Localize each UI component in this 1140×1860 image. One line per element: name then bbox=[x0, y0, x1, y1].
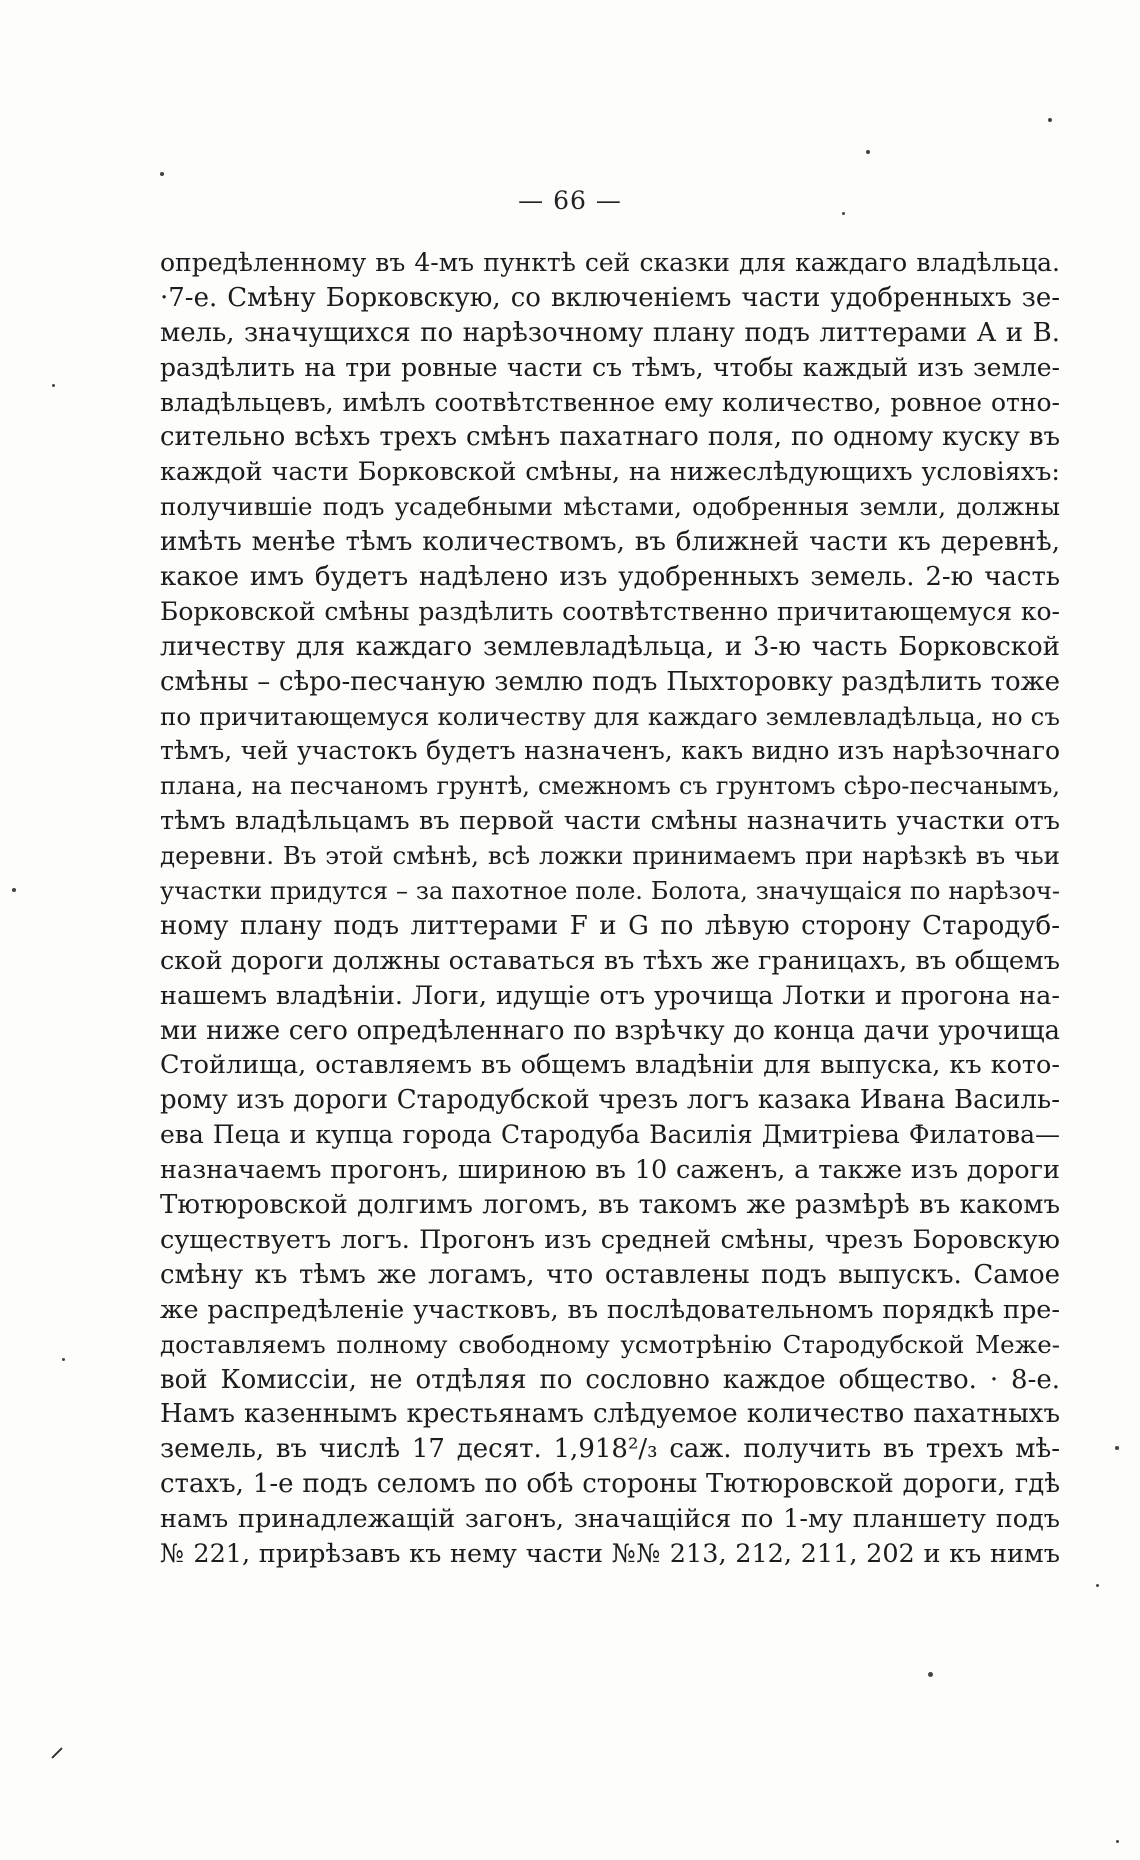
text-line: стахъ, 1-е подъ селомъ по обѣ стороны Тютюровской дороги, гдѣ bbox=[160, 1469, 1060, 1500]
scan-speck bbox=[1096, 1584, 1099, 1587]
scan-mark bbox=[51, 1747, 62, 1758]
text-line: нашемъ владѣніи. Логи, идущіе отъ урочища Лотки и прогона на- bbox=[160, 980, 1060, 1011]
text-line: земель, въ числѣ 17 десят. 1,918²/₃ саж. получить въ трехъ мѣ- bbox=[160, 1434, 1060, 1465]
scan-speck bbox=[842, 212, 845, 215]
page-number: — 66 — bbox=[518, 186, 622, 215]
text-line: плана, на песчаномъ грунтѣ, смежномъ съ грунтомъ сѣро-песчанымъ, bbox=[160, 772, 1060, 801]
scan-speck bbox=[12, 888, 16, 892]
scan-speck bbox=[1115, 1446, 1119, 1450]
text-line: сительно всѣхъ трехъ смѣнъ пахатнаго поля, по одному куску въ bbox=[160, 422, 1060, 453]
text-line: доставляемъ полному свободному усмотрѣнію Стародубской Меже- bbox=[160, 1329, 1060, 1359]
text-line: мель, значущихся по нарѣзочному плану подъ литтерами А и В. bbox=[160, 317, 1060, 348]
scan-speck bbox=[928, 1672, 933, 1677]
text-line: ·7-е. Смѣну Борковскую, со включеніемъ части удобренныхъ зе- bbox=[160, 282, 1060, 313]
body-text bbox=[160, 246, 1060, 1572]
text-line: № 221, прирѣзавъ къ нему части №№ 213, 212, 211, 202 и къ нимъ bbox=[160, 1538, 1060, 1569]
text-line: тѣмъ владѣльцамъ въ первой части смѣны назначить участки отъ bbox=[160, 806, 1060, 837]
text-line: смѣну къ тѣмъ же логамъ, что оставлены подъ выпускъ. Самое bbox=[160, 1259, 1060, 1290]
text-line: существуетъ логъ. Прогонъ изъ средней смѣны, чрезъ Боровскую bbox=[160, 1224, 1060, 1255]
text-line: намъ принадлежащій загонъ, значащійся по 1-му планшету подъ bbox=[160, 1504, 1060, 1535]
text-line: по причитающемуся количеству для каждаго землевладѣльца, но съ bbox=[160, 701, 1060, 731]
text-line: Намъ казеннымъ крестьянамъ слѣдуемое количество пахатныхъ bbox=[160, 1399, 1060, 1430]
scan-speck bbox=[62, 1358, 65, 1361]
text-line: Тютюровской долгимъ логомъ, въ такомъ же размѣрѣ въ какомъ bbox=[160, 1190, 1060, 1221]
scan-speck bbox=[1048, 118, 1052, 122]
text-line: получившіе подъ усадебными мѣстами, одобренныя земли, должны bbox=[160, 492, 1060, 522]
text-line: каждой части Борковской смѣны, на нижеслѣдующихъ условіяхъ: bbox=[160, 457, 1060, 488]
text-line: ева Пеца и купца города Стародуба Василія Дмитріева Филатова— bbox=[160, 1120, 1060, 1150]
text-line: деревни. Въ этой смѣнѣ, всѣ ложки принимаемъ при нарѣзкѣ въ чьи bbox=[160, 841, 1060, 871]
text-line: ми ниже сего опредѣленнаго по взрѣчку до конца дачи урочища bbox=[160, 1015, 1060, 1046]
text-line: имѣть менѣе тѣмъ количествомъ, въ ближней части къ деревнѣ, bbox=[160, 527, 1060, 558]
text-line: вой Комиссіи, не отдѣляя по сословно каждое общество. · 8-е. bbox=[160, 1364, 1060, 1395]
text-line: раздѣлить на три ровные части съ тѣмъ, чтобы каждый изъ земле- bbox=[160, 352, 1060, 382]
text-line: назначаемъ прогонъ, шириною въ 10 саженъ, а также изъ дороги bbox=[160, 1155, 1060, 1186]
text-line: смѣны – сѣро-песчаную землю подъ Пыхторовку раздѣлить тоже bbox=[160, 666, 1060, 697]
text-line: ской дороги должны оставаться въ тѣхъ же границахъ, въ общемъ bbox=[160, 945, 1060, 976]
text-line: Борковской смѣны раздѣлить соотвѣтственно причитающемуся ко- bbox=[160, 596, 1060, 626]
scan-speck bbox=[866, 150, 870, 154]
scan-speck bbox=[52, 384, 55, 387]
scan-speck bbox=[160, 172, 164, 176]
text-line: владѣльцевъ, имѣлъ соотвѣтственное ему количество, ровное отно- bbox=[160, 387, 1060, 417]
text-line: личеству для каждаго землевладѣльца, и 3-ю часть Борковской bbox=[160, 631, 1060, 662]
scan-speck bbox=[1116, 1840, 1119, 1843]
text-line: же распредѣленіе участковъ, въ послѣдовательномъ порядкѣ пре- bbox=[160, 1294, 1060, 1325]
text-line: тѣмъ, чей участокъ будетъ назначенъ, какъ видно изъ нарѣзочнаго bbox=[160, 736, 1060, 766]
text-line: участки придутся – за пахотное поле. Болота, значущаіся по нарѣзоч- bbox=[160, 877, 1060, 906]
text-line: ному плану подъ литтерами F и G по лѣвую сторону Стародуб- bbox=[160, 910, 1060, 941]
text-line: Стойлища, оставляемъ въ общемъ владѣніи для выпуска, къ кото- bbox=[160, 1050, 1060, 1081]
text-line: опредѣленному въ 4-мъ пунктѣ сей сказки для каждаго владѣльца. bbox=[160, 248, 1060, 277]
text-line: рому изъ дороги Стародубской чрезъ логъ казака Ивана Василь- bbox=[160, 1085, 1060, 1116]
text-line: какое имъ будетъ надѣлено изъ удобренныхъ земель. 2-ю часть bbox=[160, 562, 1060, 593]
